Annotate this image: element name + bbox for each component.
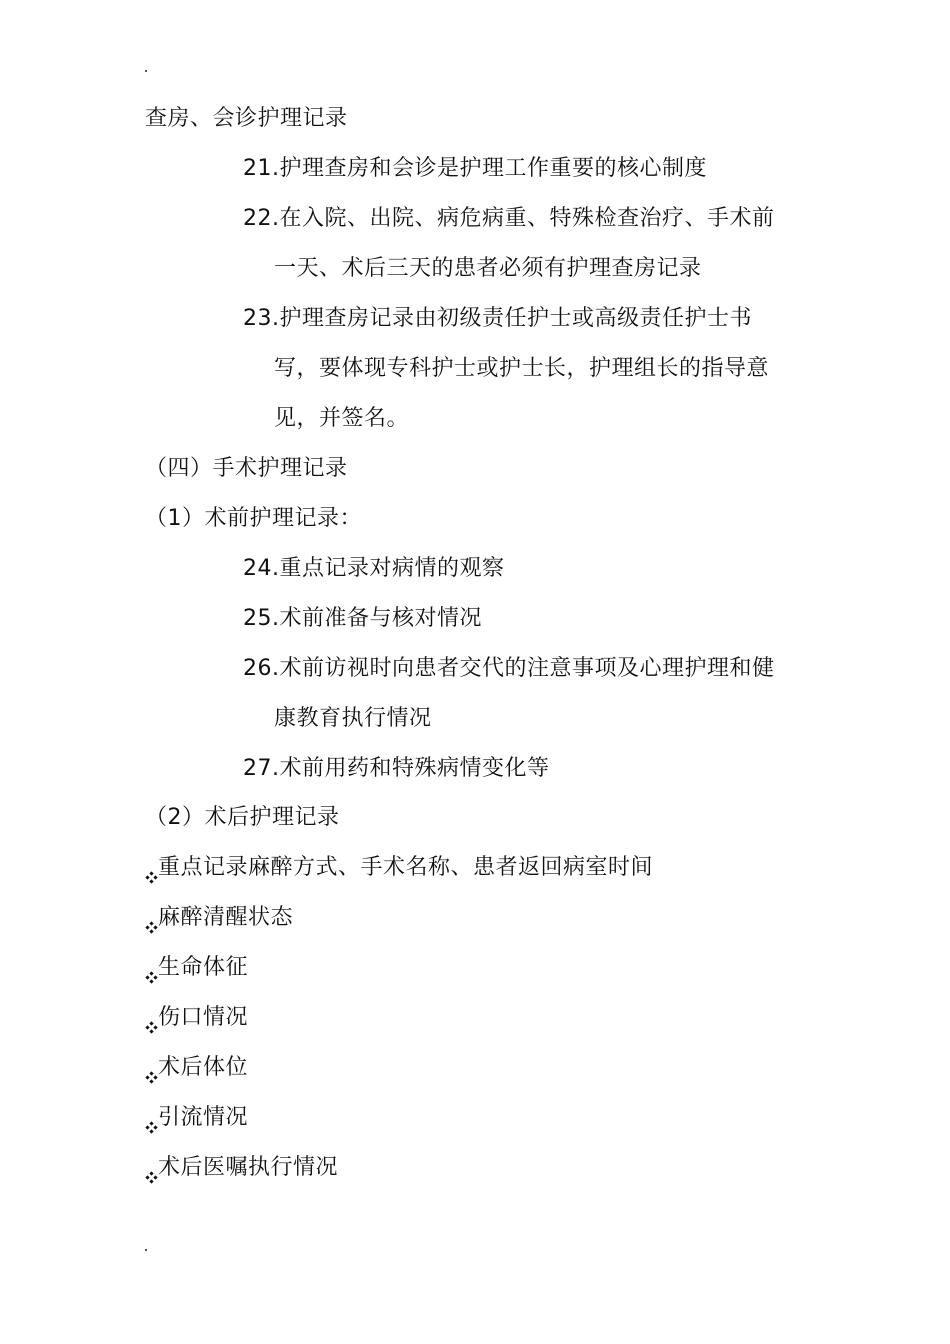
diamond-bullet-icon xyxy=(145,1072,157,1084)
diamond-bullet-icon xyxy=(145,922,157,934)
bullet-item: 麻醉清醒状态 xyxy=(145,903,293,934)
bullet-item: 生命体征 xyxy=(145,953,248,984)
heading-surgical-nursing-record: （四）手术护理记录 xyxy=(145,456,348,481)
bullet-item: 伤口情况 xyxy=(145,1003,248,1034)
list-item-21: 21.护理查房和会诊是护理工作重要的核心制度 xyxy=(243,156,708,181)
bullet-item: 术后医嘱执行情况 xyxy=(145,1153,338,1184)
page-corner-mark-top xyxy=(145,70,147,72)
list-item-26-continuation: 康教育执行情况 xyxy=(274,706,432,731)
list-item-25: 25.术前准备与核对情况 xyxy=(243,606,483,631)
list-item-24: 24.重点记录对病情的观察 xyxy=(243,556,505,581)
list-item-22-continuation: 一天、术后三天的患者必须有护理查房记录 xyxy=(274,256,702,281)
list-item-22: 22.在入院、出院、病危病重、特殊检查治疗、手术前 xyxy=(243,206,775,231)
diamond-bullet-icon xyxy=(145,1172,157,1184)
heading-postoperative-record: （2）术后护理记录 xyxy=(145,805,340,830)
list-item-26: 26.术前访视时向患者交代的注意事项及心理护理和健 xyxy=(243,656,775,681)
diamond-bullet-icon xyxy=(145,1022,157,1034)
bullet-item: 引流情况 xyxy=(145,1103,248,1134)
list-item-23-continuation-1: 写，要体现专科护士或护士长，护理组长的指导意 xyxy=(274,356,770,381)
diamond-bullet-icon xyxy=(145,972,157,984)
list-item-23: 23.护理查房记录由初级责任护士或高级责任护士书 xyxy=(243,306,753,331)
diamond-bullet-icon xyxy=(145,872,157,884)
heading-preoperative-record: （1）术前护理记录： xyxy=(145,506,362,531)
bullet-item: 重点记录麻醉方式、手术名称、患者返回病室时间 xyxy=(145,853,653,884)
list-item-27: 27.术前用药和特殊病情变化等 xyxy=(243,756,550,781)
page-corner-mark-bottom xyxy=(145,1249,147,1251)
list-item-23-continuation-2: 见，并签名。 xyxy=(274,406,410,431)
bullet-item: 术后体位 xyxy=(145,1053,248,1084)
diamond-bullet-icon xyxy=(145,1122,157,1134)
section-title: 查房、会诊护理记录 xyxy=(145,106,348,131)
